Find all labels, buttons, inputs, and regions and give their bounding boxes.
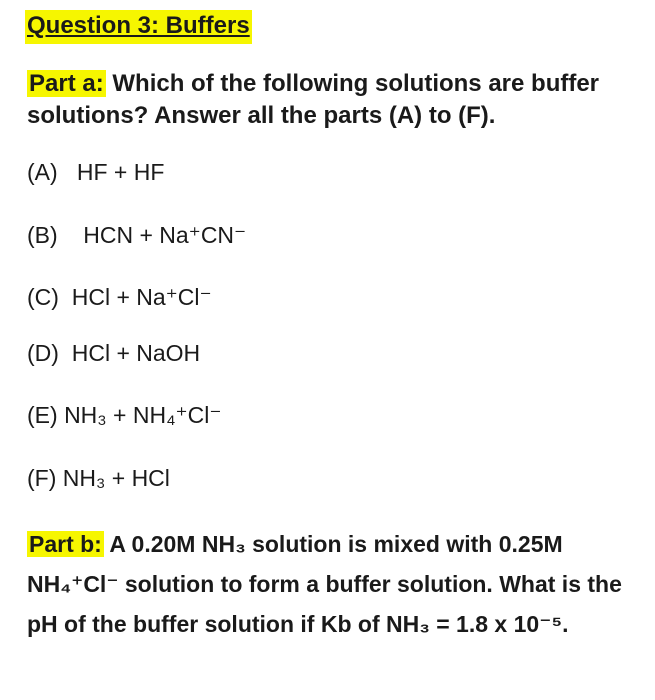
- part-a-text: Which of the following solutions are buffer solutions? Answer all the parts (A) to (F).: [27, 70, 600, 129]
- option-a-text: HF + HF: [76, 159, 165, 185]
- option-b-text: HCN + Na⁺CN⁻: [83, 222, 247, 248]
- part-b-text: A 0.20M NH₃ solution is mixed with 0.25M NH₄⁺Cl⁻ solution to form a buffer solution. What is the pH of the buffer solution if Kb of NH₃ = 1.8 x 10⁻⁵.: [27, 531, 622, 637]
- option-f-letter: (F): [27, 465, 57, 491]
- option-d: [27, 338, 200, 368]
- option-f: [27, 463, 170, 493]
- option-b-letter: (B): [27, 222, 58, 248]
- option-d-text: HCl + NaOH: [71, 340, 201, 366]
- option-e: [27, 400, 221, 430]
- option-e-text: NH₃ + NH₄⁺Cl⁻: [64, 402, 222, 428]
- question-title: Question 3: Buffers: [25, 10, 252, 44]
- option-a: [27, 157, 164, 187]
- option-b: [27, 220, 246, 250]
- option-d-letter: (D): [27, 340, 59, 366]
- option-c: [27, 282, 212, 312]
- part-a-label: Part a:: [29, 70, 104, 97]
- part-b-prompt: [27, 524, 642, 644]
- option-f-text: NH₃ + HCl: [62, 465, 170, 491]
- option-c-letter: (C): [27, 284, 59, 310]
- option-a-letter: (A): [27, 159, 58, 185]
- option-e-letter: (E): [27, 402, 58, 428]
- part-a-prompt: [27, 68, 637, 132]
- option-c-text: HCl + Na⁺Cl⁻: [71, 284, 212, 310]
- part-b-label: Part b:: [29, 531, 102, 557]
